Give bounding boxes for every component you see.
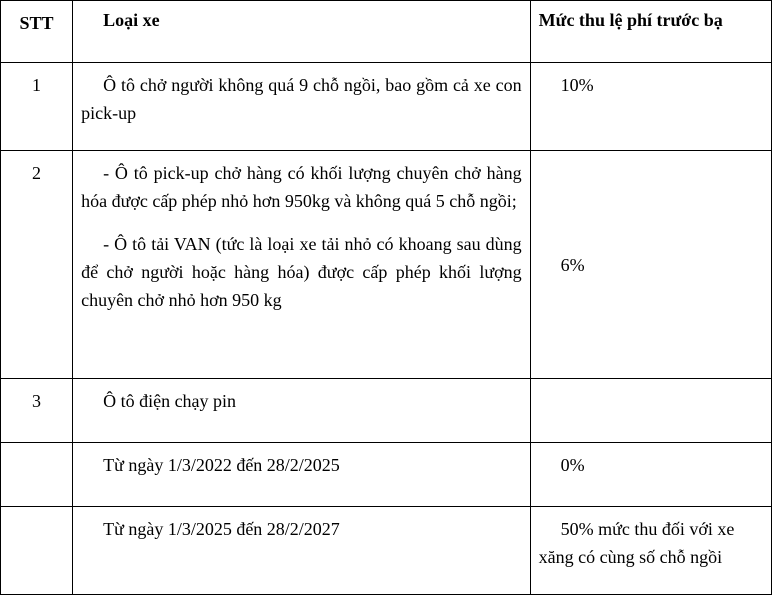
table-row	[1, 379, 772, 443]
row-2-type-text-van: - Ô tô tải VAN (tức là loại xe tải nhỏ có khoang sau dùng để chở người hoặc hàng hóa) được cấp phép khối lượng chuyên chở nhỏ hơn 950 kg	[81, 234, 522, 310]
row-2-stt: 2	[1, 151, 73, 379]
table-row	[1, 443, 772, 507]
row-4-type-text: Từ ngày 1/3/2022 đến 28/2/2025	[103, 455, 340, 475]
row-3-type-text: Ô tô điện chạy pin	[103, 391, 237, 411]
row-2-fee-text: 6%	[560, 254, 585, 275]
row-2-fee	[530, 151, 771, 379]
header-fee-rate: Mức thu lệ phí trước bạ	[530, 1, 771, 63]
row-3-fee	[530, 379, 771, 443]
row-3-stt: 3	[1, 379, 73, 443]
row-2-vehicle-type	[73, 151, 531, 379]
row-1-stt: 1	[1, 63, 73, 151]
row-5-vehicle-type	[73, 507, 531, 595]
row-1-fee-text: 10%	[560, 75, 594, 95]
table-row	[1, 507, 772, 595]
row-1-fee	[530, 63, 771, 151]
row-5-type-text: Từ ngày 1/3/2025 đến 28/2/2027	[103, 519, 340, 539]
row-4-stt	[1, 443, 73, 507]
row-4-vehicle-type	[73, 443, 531, 507]
row-1-type-text: Ô tô chở người không quá 9 chỗ ngồi, bao gồm cả xe con pick-up	[81, 75, 522, 123]
table-header-row	[1, 1, 772, 63]
header-stt: STT	[1, 1, 73, 63]
header-vehicle-type	[73, 1, 531, 63]
row-5-stt	[1, 507, 73, 595]
table-row	[1, 151, 772, 379]
row-2-type-text-pickup: - Ô tô pick-up chở hàng có khối lượng chuyên chở hàng hóa được cấp phép nhỏ hơn 950kg và không quá 5 chỗ ngồi;	[81, 163, 522, 211]
row-4-fee-text: 0%	[560, 455, 585, 475]
header-vehicle-type-text: Loại xe	[103, 10, 160, 30]
row-5-fee	[530, 507, 771, 595]
row-3-vehicle-type	[73, 379, 531, 443]
row-5-fee-text: 50% mức thu đối với xe xăng có cùng số chỗ ngồi	[538, 519, 735, 567]
row-1-vehicle-type	[73, 63, 531, 151]
table-row	[1, 63, 772, 151]
row-4-fee	[530, 443, 771, 507]
